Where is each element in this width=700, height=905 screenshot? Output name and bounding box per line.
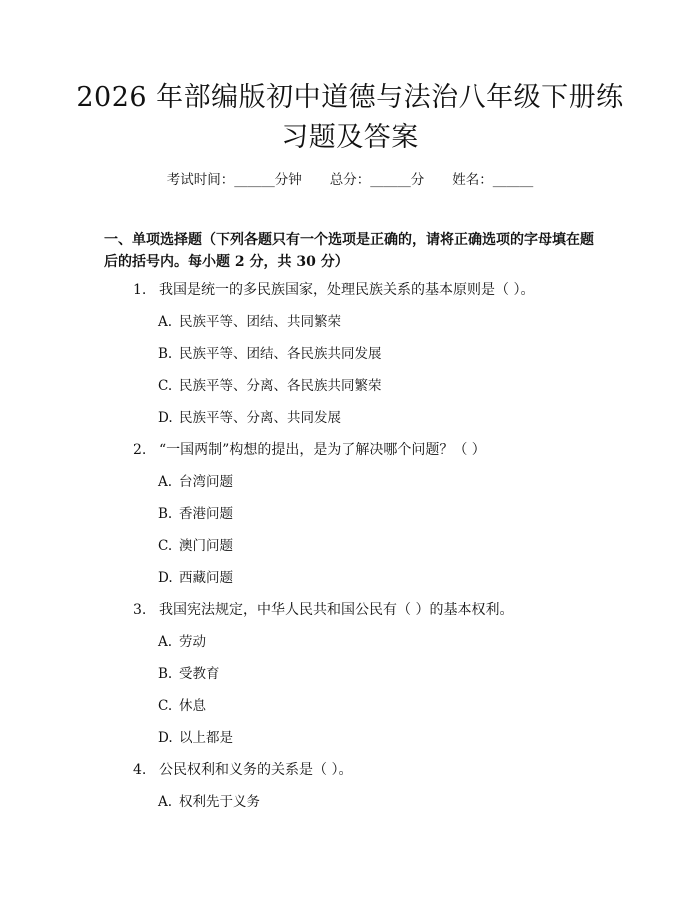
question-1-option-b — [158, 344, 598, 364]
option-letter: B. — [158, 666, 173, 682]
option-letter: D. — [158, 570, 173, 586]
student-name: 姓名：______ — [452, 172, 534, 188]
title-line-2: 习题及答案 — [281, 122, 419, 153]
question-3-option-c — [158, 696, 598, 716]
question-text: 我国是统一的多民族国家，处理民族关系的基本原则是（ ）。 — [159, 282, 535, 298]
option-text: 西藏问题 — [179, 570, 233, 586]
question-1-option-c — [158, 376, 598, 396]
option-text: 民族平等、团结、各民族共同发展 — [179, 346, 382, 362]
question-4-option-a — [158, 792, 598, 812]
exam-meta — [0, 170, 700, 190]
question-text: 我国宪法规定，中华人民共和国公民有（ ）的基本权利。 — [159, 602, 514, 618]
option-letter: B. — [158, 506, 173, 522]
option-letter: C. — [158, 378, 173, 394]
question-text: “一国两制”构想的提出，是为了解决哪个问题？（ ） — [159, 442, 486, 458]
section-heading: 一、单项选择题（下列各题只有一个选项是正确的，请将正确选项的字母填在题后的括号内。每小题 2 分，共 30 分） — [104, 232, 594, 270]
question-3-option-b — [158, 664, 598, 684]
question-number: 2. — [133, 442, 147, 458]
question-3-option-a — [158, 632, 598, 652]
question-1-option-a — [158, 312, 598, 332]
question-2-option-d — [158, 568, 598, 588]
question-2-option-b — [158, 504, 598, 524]
question-text: 公民权利和义务的关系是（ ）。 — [159, 762, 353, 778]
option-text: 香港问题 — [179, 506, 233, 522]
option-text: 受教育 — [179, 666, 220, 682]
option-text: 台湾问题 — [179, 474, 233, 490]
document-title — [60, 78, 640, 158]
option-text: 劳动 — [179, 634, 206, 650]
question-2 — [133, 440, 603, 460]
question-3-option-d — [158, 728, 598, 748]
exam-total-score: 总分：______分 — [329, 172, 425, 188]
option-letter: C. — [158, 538, 173, 554]
title-line-1: 2026 年部编版初中道德与法治八年级下册练 — [76, 82, 624, 113]
option-text: 民族平等、分离、各民族共同繁荣 — [179, 378, 382, 394]
option-text: 休息 — [179, 698, 206, 714]
question-2-option-c — [158, 536, 598, 556]
option-letter: A. — [158, 794, 173, 810]
option-text: 以上都是 — [179, 730, 233, 746]
question-number: 1. — [133, 282, 147, 298]
question-2-option-a — [158, 472, 598, 492]
option-text: 澳门问题 — [179, 538, 233, 554]
question-1 — [133, 280, 603, 300]
question-1-option-d — [158, 408, 598, 428]
option-letter: C. — [158, 698, 173, 714]
option-letter: D. — [158, 730, 173, 746]
question-number: 4. — [133, 762, 147, 778]
option-letter: B. — [158, 346, 173, 362]
question-4 — [133, 760, 603, 780]
question-3 — [133, 600, 603, 620]
option-text: 民族平等、分离、共同发展 — [179, 410, 341, 426]
option-text: 民族平等、团结、共同繁荣 — [179, 314, 341, 330]
question-number: 3. — [133, 602, 147, 618]
option-text: 权利先于义务 — [179, 794, 260, 810]
option-letter: A. — [158, 474, 173, 490]
option-letter: A. — [158, 314, 173, 330]
option-letter: D. — [158, 410, 173, 426]
option-letter: A. — [158, 634, 173, 650]
exam-time: 考试时间：______分钟 — [166, 172, 302, 188]
